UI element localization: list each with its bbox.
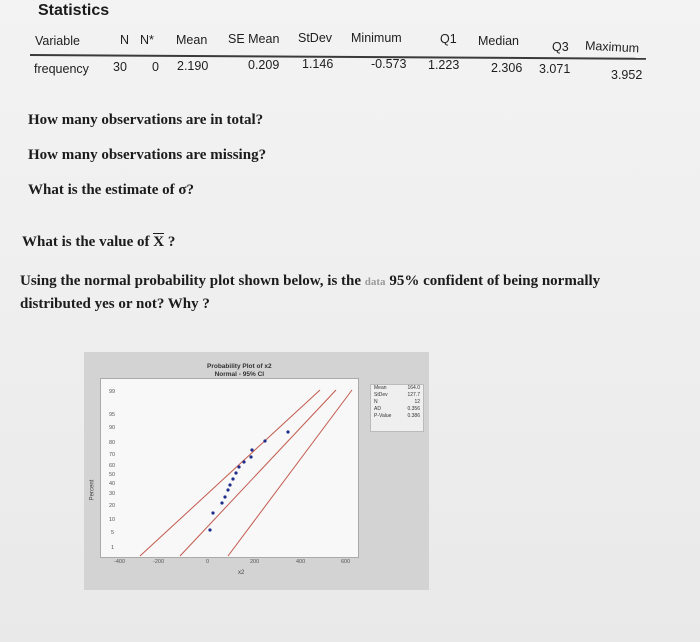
data-point bbox=[250, 448, 253, 451]
legend-row-mean bbox=[371, 385, 423, 392]
legend-row-stdev bbox=[371, 392, 423, 399]
legend-value: 0.386 bbox=[407, 413, 420, 419]
question-xbar-suffix: ? bbox=[167, 234, 176, 250]
x-tick: 200 bbox=[250, 559, 260, 565]
data-point bbox=[263, 439, 266, 442]
plot-legend bbox=[370, 384, 424, 432]
legend-label: StDev bbox=[374, 392, 388, 398]
data-point bbox=[228, 483, 231, 486]
data-point bbox=[286, 430, 289, 433]
y-tick: 40 bbox=[109, 481, 116, 487]
y-tick: 50 bbox=[109, 472, 116, 478]
cell-median: 2.306 bbox=[491, 61, 523, 75]
question-normality-text-b: 95% confident of being normally bbox=[389, 273, 601, 289]
question-normality-text-a: Using the normal probability plot shown below, is the bbox=[20, 273, 362, 289]
question-normality-faded-word: data bbox=[364, 276, 386, 288]
data-point bbox=[242, 460, 245, 463]
cell-n: 30 bbox=[113, 60, 127, 74]
y-tick: 60 bbox=[109, 463, 116, 469]
data-point bbox=[220, 501, 223, 504]
legend-label: AD bbox=[374, 406, 381, 412]
legend-label: N bbox=[374, 399, 378, 405]
x-tick: 0 bbox=[206, 559, 210, 565]
legend-value: 0.356 bbox=[407, 406, 420, 412]
header-q3: Q3 bbox=[552, 40, 569, 54]
data-point bbox=[234, 471, 237, 474]
y-tick: 10 bbox=[109, 517, 116, 523]
x-tick: 600 bbox=[341, 559, 351, 565]
y-tick: 30 bbox=[109, 491, 116, 497]
header-stdev: StDev bbox=[298, 31, 333, 45]
plot-title-line1: Probability Plot of x2 bbox=[207, 363, 272, 370]
plot-x-label: x2 bbox=[238, 570, 245, 576]
cell-variable: frequency bbox=[34, 62, 89, 76]
legend-label: P-Value bbox=[374, 413, 392, 419]
ci-upper-line bbox=[228, 390, 352, 556]
legend-label: Mean bbox=[374, 385, 387, 391]
question-normality-line2: distributed yes or not? Why ? bbox=[20, 296, 210, 312]
section-title: Statistics bbox=[38, 2, 110, 19]
data-point bbox=[211, 511, 214, 514]
ci-lower-line bbox=[140, 390, 320, 556]
data-points bbox=[208, 430, 289, 531]
legend-row-ad bbox=[371, 406, 423, 413]
plot-title-line2: Normal - 95% CI bbox=[214, 371, 265, 378]
legend-row-n bbox=[371, 399, 423, 406]
legend-value: 164.0 bbox=[407, 385, 420, 391]
cell-stdev: 1.146 bbox=[302, 57, 334, 71]
legend-value: 12 bbox=[414, 399, 420, 405]
cell-q1: 1.223 bbox=[428, 58, 460, 72]
cell-q3: 3.071 bbox=[539, 62, 571, 76]
cell-se-mean: 0.209 bbox=[248, 58, 280, 72]
xbar-symbol: X bbox=[153, 234, 165, 250]
question-total-observations: How many observations are in total? bbox=[28, 112, 264, 128]
header-n-missing: N* bbox=[140, 33, 154, 47]
cell-minimum: -0.573 bbox=[371, 57, 407, 71]
data-point bbox=[208, 528, 211, 531]
data-point bbox=[237, 465, 240, 468]
y-tick: 99 bbox=[109, 389, 116, 395]
header-n: N bbox=[120, 33, 130, 47]
y-tick: 70 bbox=[109, 452, 116, 458]
x-tick: -200 bbox=[153, 559, 165, 565]
data-point bbox=[249, 455, 252, 458]
fit-line bbox=[180, 390, 336, 556]
question-xbar-prefix: What is the value of bbox=[22, 234, 150, 250]
data-point bbox=[226, 488, 229, 491]
legend-row-pvalue bbox=[371, 413, 423, 420]
y-tick: 1 bbox=[111, 545, 115, 551]
x-tick: 400 bbox=[296, 559, 306, 565]
y-tick: 90 bbox=[109, 425, 116, 431]
legend-value: 127.7 bbox=[407, 392, 420, 398]
data-point bbox=[223, 495, 226, 498]
y-tick: 20 bbox=[109, 503, 116, 509]
question-sigma-estimate: What is the estimate of σ? bbox=[28, 182, 195, 198]
cell-n-missing: 0 bbox=[152, 60, 159, 74]
header-minimum: Minimum bbox=[351, 31, 402, 45]
question-missing-observations: How many observations are missing? bbox=[28, 147, 267, 163]
header-maximum: Maximum bbox=[584, 38, 640, 56]
y-tick: 5 bbox=[111, 530, 115, 536]
y-tick: 80 bbox=[109, 440, 116, 446]
header-mean: Mean bbox=[176, 33, 208, 47]
header-median: Median bbox=[478, 34, 519, 48]
header-q1: Q1 bbox=[440, 32, 457, 46]
x-tick: -400 bbox=[114, 559, 126, 565]
y-tick: 95 bbox=[109, 412, 116, 418]
header-variable: Variable bbox=[35, 34, 80, 48]
data-point bbox=[231, 477, 234, 480]
header-se-mean: SE Mean bbox=[228, 32, 280, 46]
cell-mean: 2.190 bbox=[177, 59, 209, 73]
cell-maximum: 3.952 bbox=[611, 68, 643, 82]
plot-y-label: Percent bbox=[89, 479, 96, 501]
